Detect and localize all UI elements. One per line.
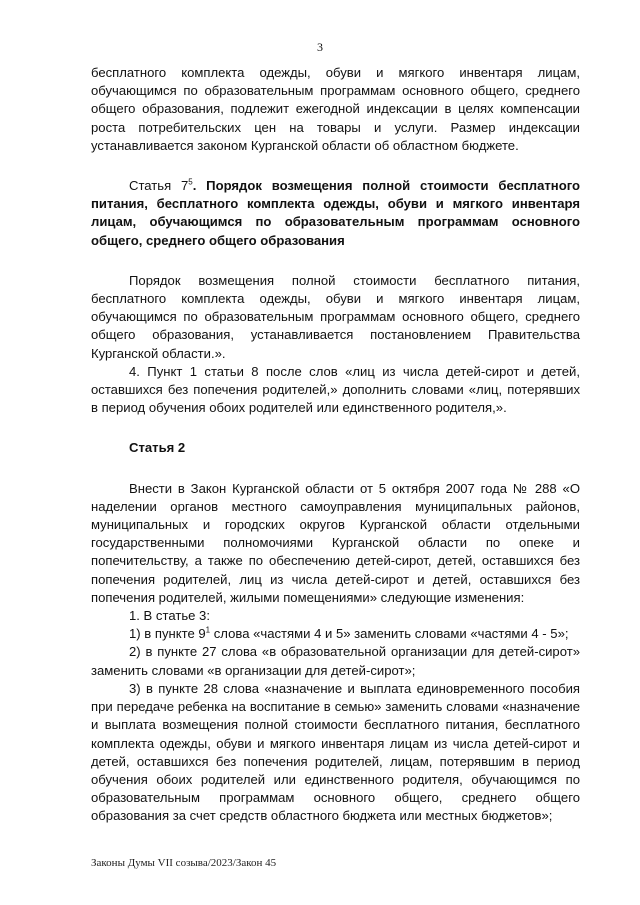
item-1-2: 2) в пункте 27 слова «в образовательной организации для детей-сирот» заменить словами «в организации для детей-сирот»; xyxy=(91,644,580,678)
footer-reference: Законы Думы VII созыва/2023/Закон 45 xyxy=(91,857,277,869)
article-2-heading: Статья 2 xyxy=(129,440,186,456)
paragraph-continuation: бесплатного комплекта одежды, обуви и мягкого инвентаря лицам, обучающимся по образовательным программам основного общего, среднего общего образования, подлежит ежегодной индексации в целях компенсации роста потребительских цен на товары и услуги. Размер индексации устанавливается законом Курганской области об областном бюджете. xyxy=(91,65,580,153)
article-superscript: 5 xyxy=(188,177,193,187)
item-1-1-before: 1) в пункте 9 xyxy=(129,626,206,642)
item-1-3: 3) в пункте 28 слова «назначение и выплата единовременного пособия при передаче ребенка на воспитание в семью» заменить словами «назначение и выплата возмещения полной стоимости бесплатного питания, бесплатного комплекта одежды, обуви и мягкого инвентаря лицам из числа детей-сирот и детей, оставшихся без попечения родителей, лицам, потерявшим в период обучения обоих родителей или единственного родителя, обучающимся по образовательным программам основного общего, среднего общего образования за счет средств областного бюджета или местных бюджетов»; xyxy=(91,680,580,824)
document-body xyxy=(91,64,580,826)
item-1-1 xyxy=(91,625,580,643)
item-1-1-after: слова «частями 4 и 5» заменить словами «частями 4 - 5»; xyxy=(210,626,569,642)
paragraph-intro: Внести в Закон Курганской области от 5 октября 2007 года № 288 «О наделении органов местного самоуправления муниципальных районов, муниципальных и городских округов Курганской области отдельными государственными полномочиями Курганской области по опеке и попечительству, а также по обеспечению детей-сирот, детей, оставшихся без попечения родителей, лиц из числа детей-сирот и детей, оставшихся без попечения родителей, жилыми помещениями» следующие изменения: xyxy=(91,480,580,605)
article-7-5-heading xyxy=(91,177,580,250)
article-prefix: Статья 7 xyxy=(129,178,189,194)
item-1-1-superscript: 1 xyxy=(205,625,211,635)
page-number: 3 xyxy=(317,40,323,54)
paragraph-item-4: 4. Пункт 1 статьи 8 после слов «лиц из числа детей-сирот и детей, оставшихся без попечения родителей,» дополнить словами «лиц, потерявших в период обучения обоих родителей или единственного родителя,». xyxy=(91,363,580,416)
item-1: 1. В статье 3: xyxy=(129,608,210,624)
paragraph-order: Порядок возмещения полной стоимости бесплатного питания, бесплатного комплекта одежды, обуви и мягкого инвентаря лицам, обучающимся по образовательным программам основного общего, среднего общего образования, устанавливается постановлением Правительства Курганской области.». xyxy=(91,272,580,361)
article-title: . Порядок возмещения полной стоимости бесплатного питания, бесплатного комплекта одежды, обуви и мягкого инвентаря лицам, обучающимся по образовательным программам основного общего, среднего общего образования xyxy=(91,178,580,248)
